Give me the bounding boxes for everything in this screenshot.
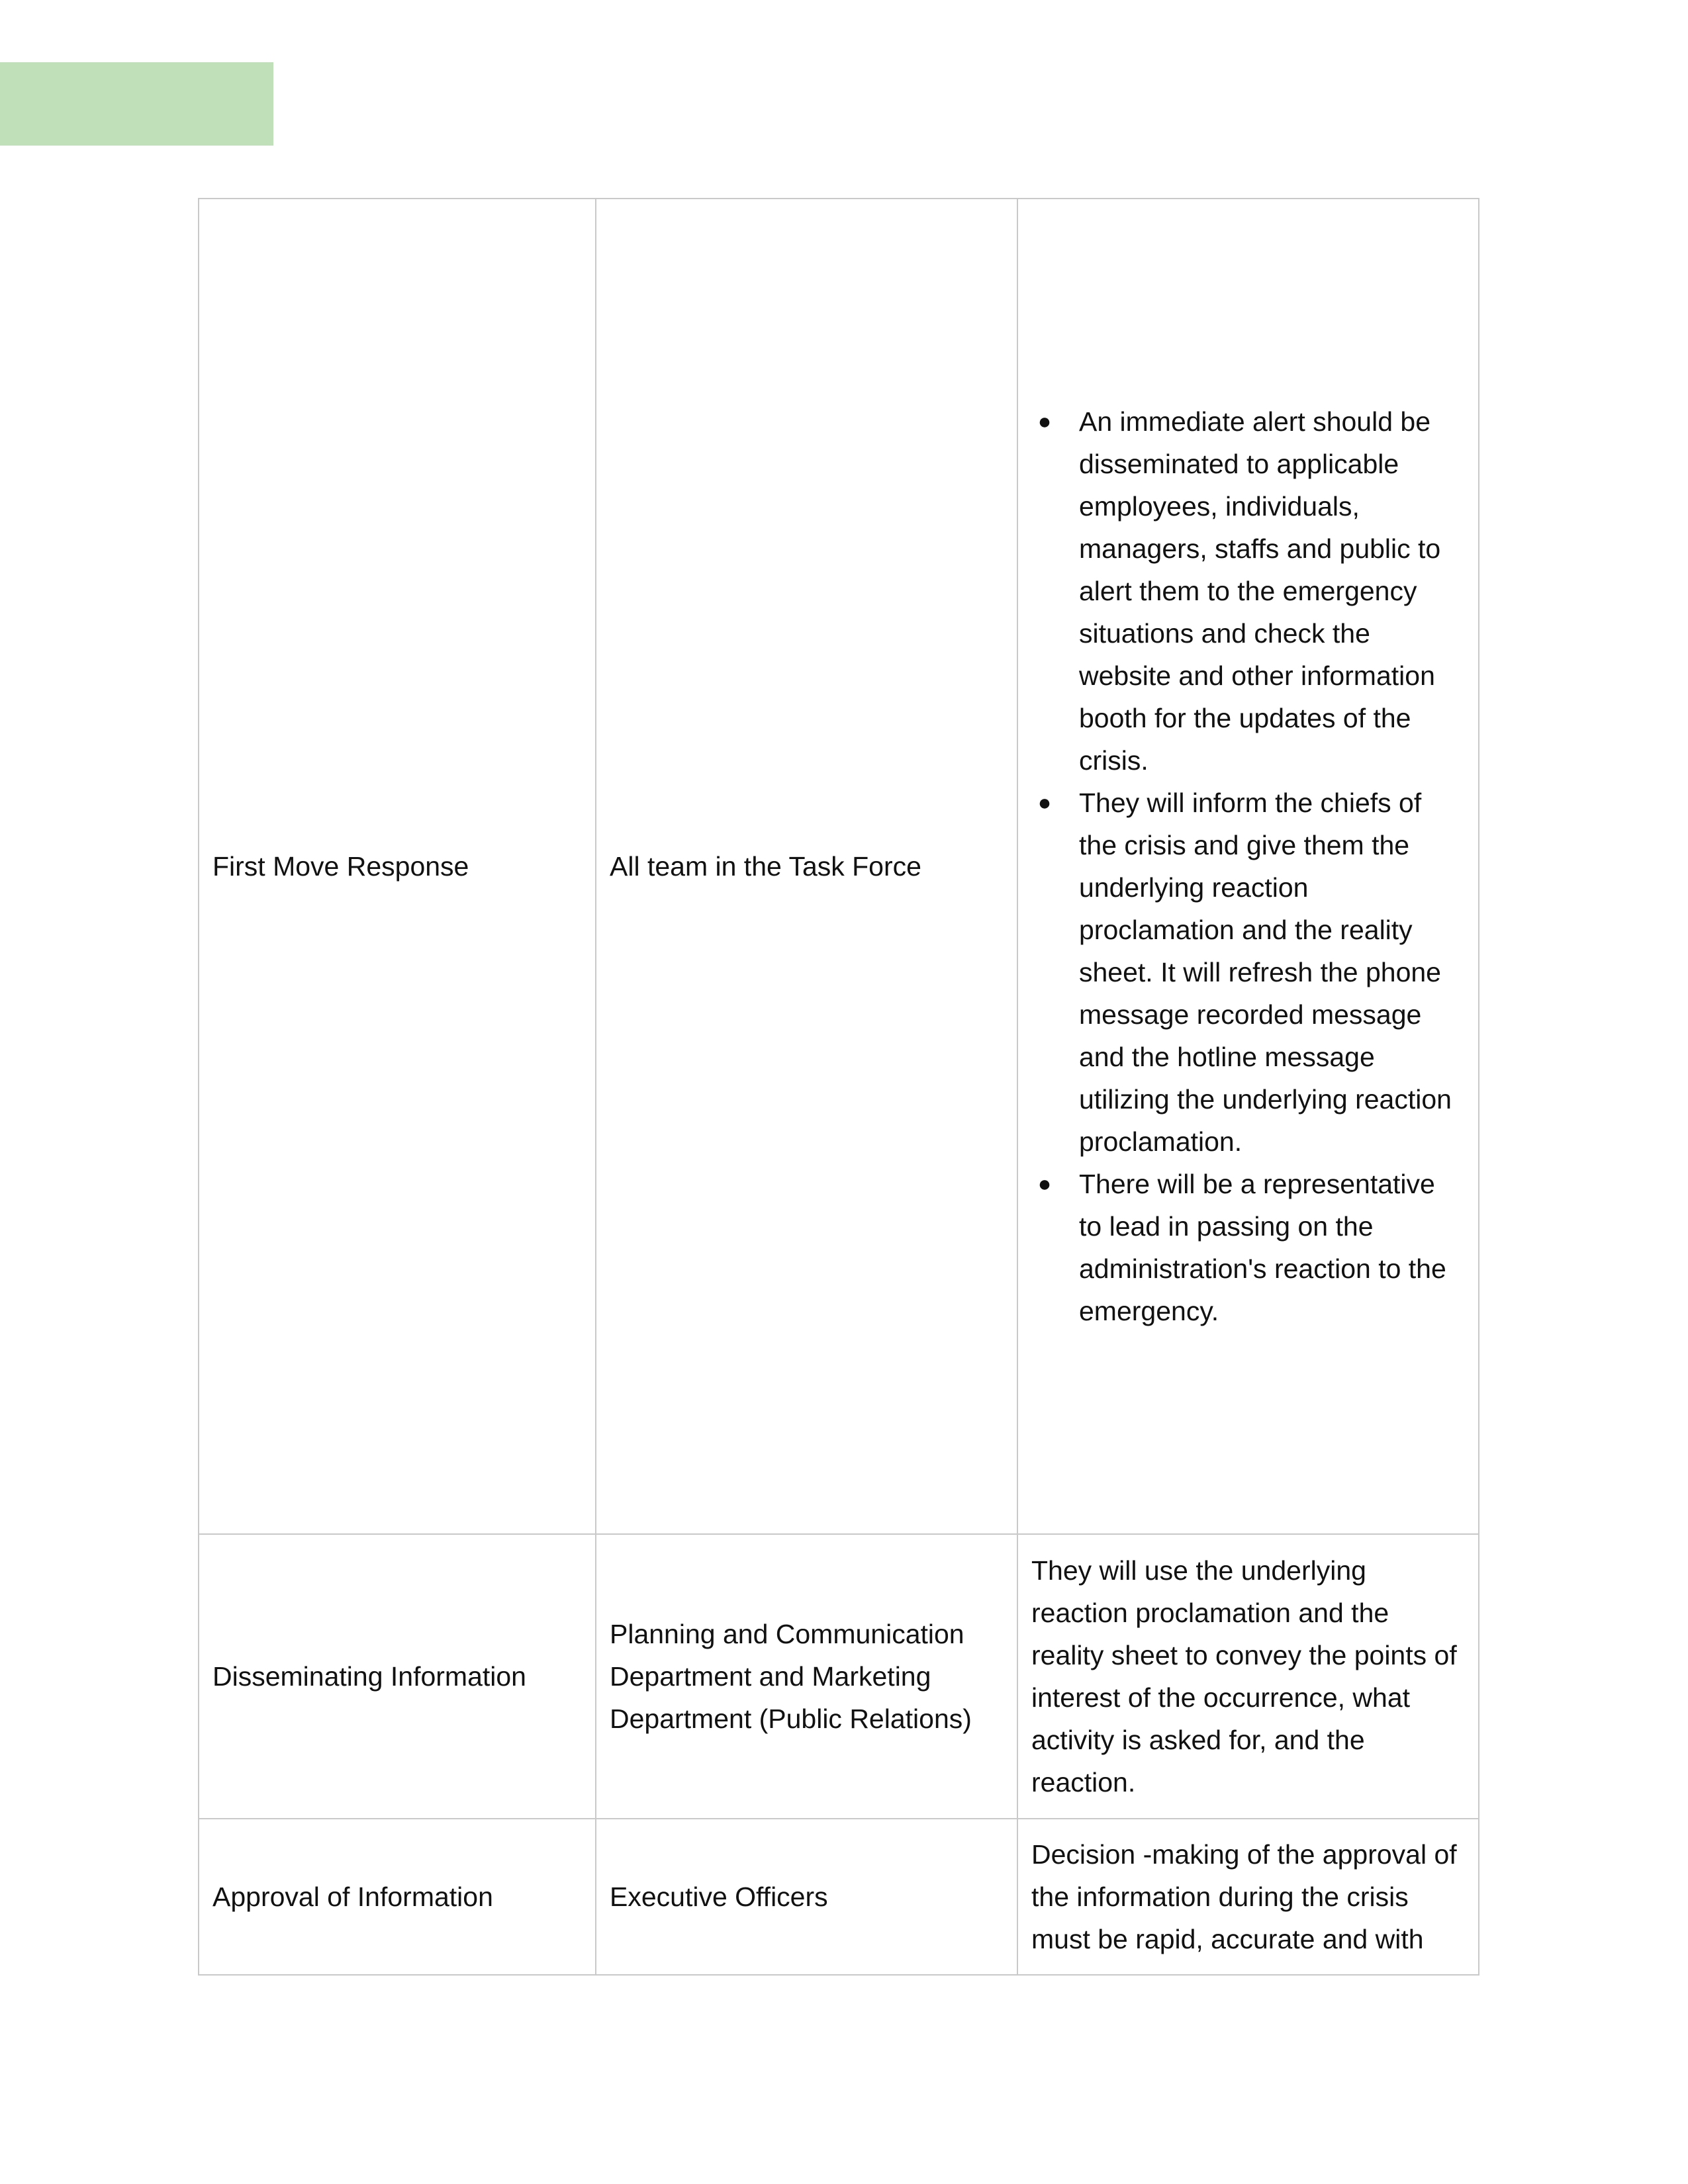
responsible-cell: Executive Officers [596, 1819, 1017, 1975]
bullet-text: They will inform the chiefs of the crisis and give them the underlying reaction proclamation and the reality sheet. It will refresh the phone message recorded message and the hotline message utilizing the underlying reaction proclamation. [1079, 788, 1452, 1157]
activity-cell: Disseminating Information [199, 1534, 596, 1819]
bullet-icon: ● [1037, 409, 1052, 434]
activity-cell: First Move Response [199, 199, 596, 1534]
bullet-icon: ● [1037, 790, 1052, 815]
crisis-response-table [198, 198, 1479, 1976]
bullet-icon: ● [1037, 1171, 1052, 1197]
table-row [199, 1819, 1479, 1975]
description-cell: Decision -making of the approval of the information during the crisis must be rapid, accurate and with [1017, 1819, 1479, 1975]
table-row [199, 199, 1479, 1534]
list-item [1037, 400, 1465, 782]
activity-cell: Approval of Information [199, 1819, 596, 1975]
header-color-tab [0, 62, 273, 146]
responsible-cell: Planning and Communication Department and Marketing Department (Public Relations) [596, 1534, 1017, 1819]
bullet-list [1031, 400, 1465, 1332]
responsible-cell: All team in the Task Force [596, 199, 1017, 1534]
table-row [199, 1534, 1479, 1819]
description-cell [1017, 199, 1479, 1534]
bullet-text: An immediate alert should be disseminated to applicable employees, individuals, managers, staffs and public to alert them to the emergency situations and check the website and other information booth for the updates of the crisis. [1079, 406, 1441, 776]
bullet-text: There will be a representative to lead in passing on the administration's reaction to the emergency. [1079, 1169, 1446, 1326]
list-item [1037, 1163, 1465, 1332]
list-item [1037, 782, 1465, 1163]
description-cell: They will use the underlying reaction proclamation and the reality sheet to convey the points of interest of the occurrence, what activity is asked for, and the reaction. [1017, 1534, 1479, 1819]
